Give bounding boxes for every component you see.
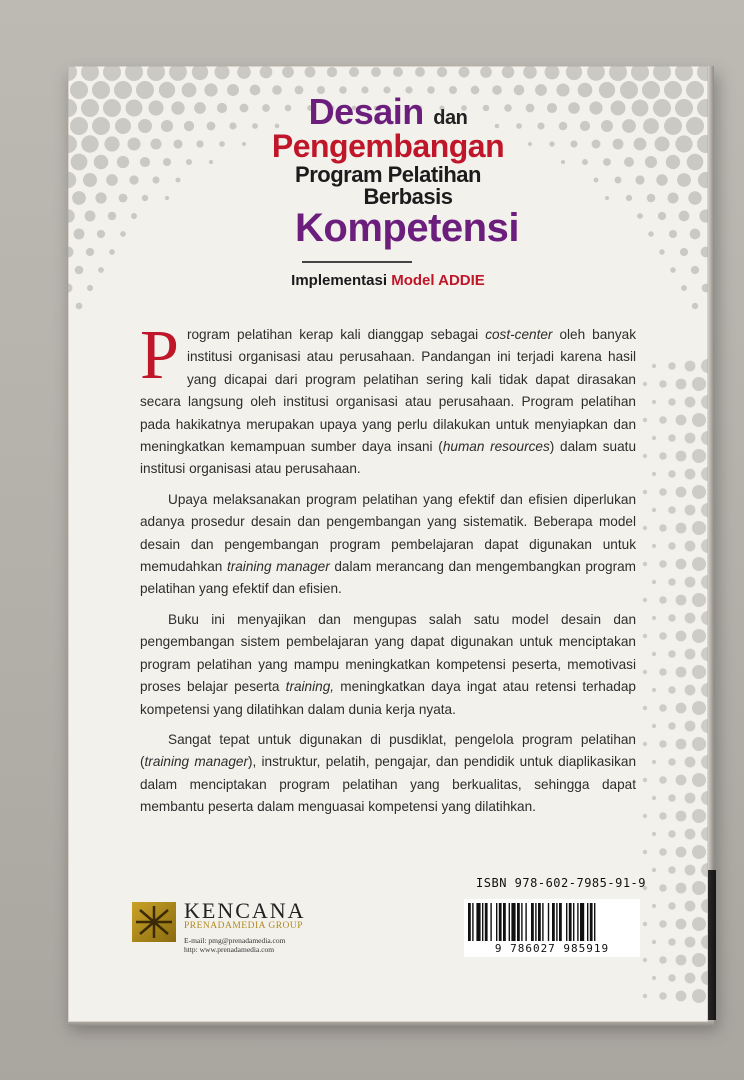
blurb-text: rogram pelatihan kerap kali dianggap sebagai xyxy=(186,327,486,342)
blurb-italic: training, xyxy=(285,679,335,695)
blurb-text: Sangat tepat untuk digunakan di pusdiklat, pengelola program pelatihan ( xyxy=(140,731,636,770)
publisher-logo-icon xyxy=(132,902,176,942)
publisher-name: KENCANA xyxy=(184,898,306,923)
blurb-italic: cost-center xyxy=(485,327,553,342)
blurb-text: ), instruktur, pelatih, pengajar, dan pendidik untuk diaplikasikan dalam menciptakan program pelatihan yang berkualitas, sehingga dapat membantu peserta dalam menguasai kompetensi yang dilatihkan. xyxy=(140,754,637,815)
barcode xyxy=(464,899,640,957)
subtitle-highlight: Model ADDIE xyxy=(391,272,485,289)
book-title xyxy=(68,91,708,250)
subtitle-prefix: Implementasi xyxy=(291,272,388,289)
drop-cap: P xyxy=(140,317,179,394)
title-divider xyxy=(302,261,412,263)
title-line-program-pelatihan: Program Pelatihan xyxy=(295,162,481,187)
title-word-pengembangan: Pengembangan xyxy=(271,128,505,164)
publisher-website: http: www.prenadamedia.com xyxy=(184,945,275,954)
blurb-italic: training manager xyxy=(226,559,330,575)
book-back-cover xyxy=(68,66,708,1022)
blurb-paragraph-4 xyxy=(140,729,636,819)
blurb-text: dalam merancang dan mengembangkan program pelatihan yang efektif dan efisien. xyxy=(140,559,636,597)
barcode-bars xyxy=(468,903,636,941)
book-subtitle xyxy=(68,272,708,289)
blurb-paragraph-3 xyxy=(140,609,636,721)
publisher-group: PRENADAMEDIA GROUP xyxy=(184,921,304,931)
title-word-desain: Desain xyxy=(308,91,424,132)
title-line-berbasis: Berbasis xyxy=(363,184,453,209)
publisher-email: E-mail: pmg@prenadamedia.com xyxy=(184,936,286,945)
blurb-text: Upaya melaksanakan program pelatihan yang efektif dan efisien diperlukan adanya prosedur desain dan pengembangan yang sistematik. Beberapa model desain dan pengembangan program pembelajaran dapat digunakan untuk memudahkan xyxy=(140,491,636,575)
title-word-dan: dan xyxy=(433,107,468,129)
blurb-paragraph-2 xyxy=(140,489,636,601)
isbn-label: ISBN 978-602-7985-91-9 xyxy=(476,876,646,890)
blurb-paragraph-1 xyxy=(140,317,637,481)
blurb-italic: training manager xyxy=(144,754,248,770)
blurb-text: Buku ini menyajikan dan mengupas salah satu model desain dan pengembangan sistem pembelajaran yang dapat digunakan untuk menciptakan program pelatihan yang mampu meningkatkan kompetensi peserta, memotivasi proses belajar peserta xyxy=(140,611,636,695)
blurb xyxy=(140,317,637,827)
blurb-italic: human resources xyxy=(442,439,550,455)
blurb-text: oleh banyak institusi organisasi atau perusahaan. Pandangan ini terjadi karena hasil yang dicapai dari program pelatihan sering kali tidak dapat dirasakan secara langsung oleh institusi organisasi atau perusahaan. Program pelatihan pada hakikatnya merupakan upaya yang perlu dilakukan untuk menyiapkan dan meningkatkan kemampuan sumber daya insani ( xyxy=(140,327,637,455)
blurb-text: meningkatkan daya ingat atau retensi terhadap kompetensi yang dilatihkan dalam dunia kerja nyata. xyxy=(140,679,636,717)
publisher-contact xyxy=(184,936,285,954)
barcode-digits: 9 786027 985919 xyxy=(494,942,610,955)
title-word-kompetensi: Kompetensi xyxy=(295,206,519,250)
blurb-text: ) dalam suatu institusi organisasi atau perusahaan. xyxy=(140,439,637,477)
